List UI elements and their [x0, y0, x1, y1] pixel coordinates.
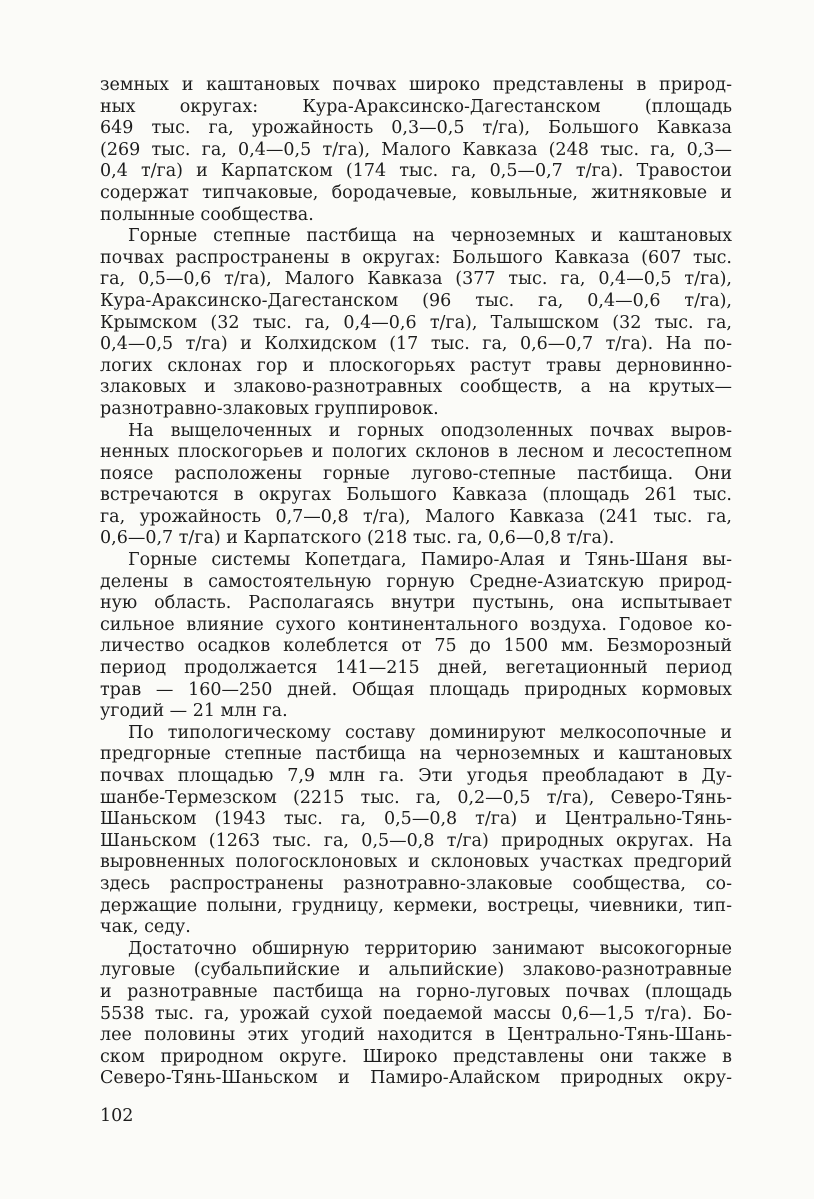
text-line: ных округах: Кура-Араксинско-Дагестанском (площадь [100, 96, 732, 117]
page-number: 102 [100, 1106, 134, 1126]
text-line: поясе расположены горные лугово-степные пастбища. Они [100, 463, 732, 484]
text-line: сильное влияние сухого континентального воздуха. Годовое ко- [100, 614, 732, 635]
text-line: Кура-Араксинско-Дагестанском (96 тыс. га, 0,4—0,6 т/га), [100, 290, 732, 311]
paragraph-1 [100, 75, 732, 226]
text-line: Шаньском (1263 тыс. га, 0,5—0,8 т/га) природных округах. На [100, 830, 732, 851]
text-line: 0,4—0,5 т/га) и Колхидском (17 тыс. га, 0,6—0,7 т/га). На по- [100, 334, 732, 355]
body-text [100, 75, 732, 1090]
text-line: На выщелоченных и горных оподзоленных почвах выров- [128, 420, 732, 441]
text-line: Горные степные пастбища на черноземных и каштановых [128, 226, 732, 247]
text-line: Северо-Тянь-Шаньском и Памиро-Алайском природных окру- [100, 1068, 732, 1089]
text-line: логих склонах гор и плоскогорьях растут травы дерновинно- [100, 355, 732, 376]
text-line: почвах площадью 7,9 млн га. Эти угодья преобладают в Ду- [100, 766, 732, 786]
text-line: земных и каштановых почвах широко представлены в природ- [100, 75, 732, 95]
paragraph-2 [100, 226, 732, 420]
text-line: делены в самостоятельную горную Средне-Азиатскую природ- [100, 571, 732, 592]
text-line: трав — 160—250 дней. Общая площадь природных кормовых [100, 679, 732, 700]
text-line: (269 тыс. га, 0,4—0,5 т/га), Малого Кавказа (248 тыс. га, 0,3— [100, 139, 732, 160]
text-line: разнотравно-злаковых группировок. [100, 398, 439, 419]
text-line: 0,6—0,7 т/га) и Карпатского (218 тыс. га, 0,6—0,8 т/га). [100, 528, 615, 549]
text-line: Горные системы Копетдага, Памиро-Алая и Тянь-Шаня вы- [128, 550, 732, 571]
text-line: угодий — 21 млн га. [100, 701, 288, 722]
text-line: По типологическому составу доминируют мелкосопочные и [128, 722, 732, 743]
text-line: ную область. Располагаясь внутри пустынь, она испытывает [100, 593, 732, 614]
text-line: выровненных пологосклоновых и склоновых участках предгорий [100, 852, 732, 873]
text-line: шанбе-Термезском (2215 тыс. га, 0,2—0,5 т/га), Северо-Тянь- [100, 787, 732, 808]
text-line: луговые (субальпийские и альпийские) злаково-разнотравные [100, 960, 732, 981]
text-line: ненных плоскогорьев и пологих склонов в лесном и лесостепном [100, 442, 732, 463]
text-line: ском природном округе. Широко представлены они также в [100, 1046, 732, 1067]
paragraph-6 [100, 939, 732, 1090]
text-line: злаковых и злаково-разнотравных сообществ, а на крутых— [100, 377, 732, 398]
paragraph-4 [100, 550, 732, 723]
text-line: га, 0,5—0,6 т/га), Малого Кавказа (377 тыс. га, 0,4—0,5 т/га), [100, 269, 732, 290]
paragraph-5 [100, 723, 732, 939]
text-line: встречаются в округах Большого Кавказа (площадь 261 тыс. [100, 485, 732, 506]
text-line: Достаточно обширную территорию занимают высокогорные [128, 938, 732, 959]
text-line: предгорные степные пастбища на черноземных и каштановых [100, 744, 732, 765]
text-line: 5538 тыс. га, урожай сухой поедаемой массы 0,6—1,5 т/га). Бо- [100, 1003, 732, 1024]
text-line: и разнотравные пастбища на горно-луговых почвах (площадь [100, 981, 732, 1002]
text-line: полынные сообщества. [100, 204, 314, 225]
text-line: период продолжается 141—215 дней, вегетационный период [100, 658, 732, 679]
text-line: личество осадков колеблется от 75 до 1500 мм. Безморозный [100, 636, 732, 657]
text-line: держащие полыни, грудницу, кермеки, вострецы, чиевники, тип- [100, 895, 732, 916]
text-line: 649 тыс. га, урожайность 0,3—0,5 т/га), Большого Кавказа [100, 118, 732, 139]
text-line: здесь распространены разнотравно-злаковые сообщества, со- [100, 873, 732, 894]
text-line: почвах распространены в округах: Большого Кавказа (607 тыс. [100, 247, 732, 268]
text-line: Шаньском (1943 тыс. га, 0,5—0,8 т/га) и Центрально-Тянь- [100, 809, 732, 830]
text-line: га, урожайность 0,7—0,8 т/га), Малого Кавказа (241 тыс. га, [100, 506, 732, 527]
paragraph-3 [100, 421, 732, 551]
text-line: Крымском (32 тыс. га, 0,4—0,6 т/га), Талышском (32 тыс. га, [100, 312, 732, 333]
text-line: 0,4 т/га) и Карпатском (174 тыс. га, 0,5—0,7 т/га). Травостои [100, 161, 732, 182]
text-line: содержат типчаковые, бородачевые, ковыльные, житняковые и [100, 182, 732, 203]
text-line: чак, седу. [100, 917, 191, 938]
text-line: лее половины этих угодий находится в Центрально-Тянь-Шань- [100, 1025, 732, 1046]
